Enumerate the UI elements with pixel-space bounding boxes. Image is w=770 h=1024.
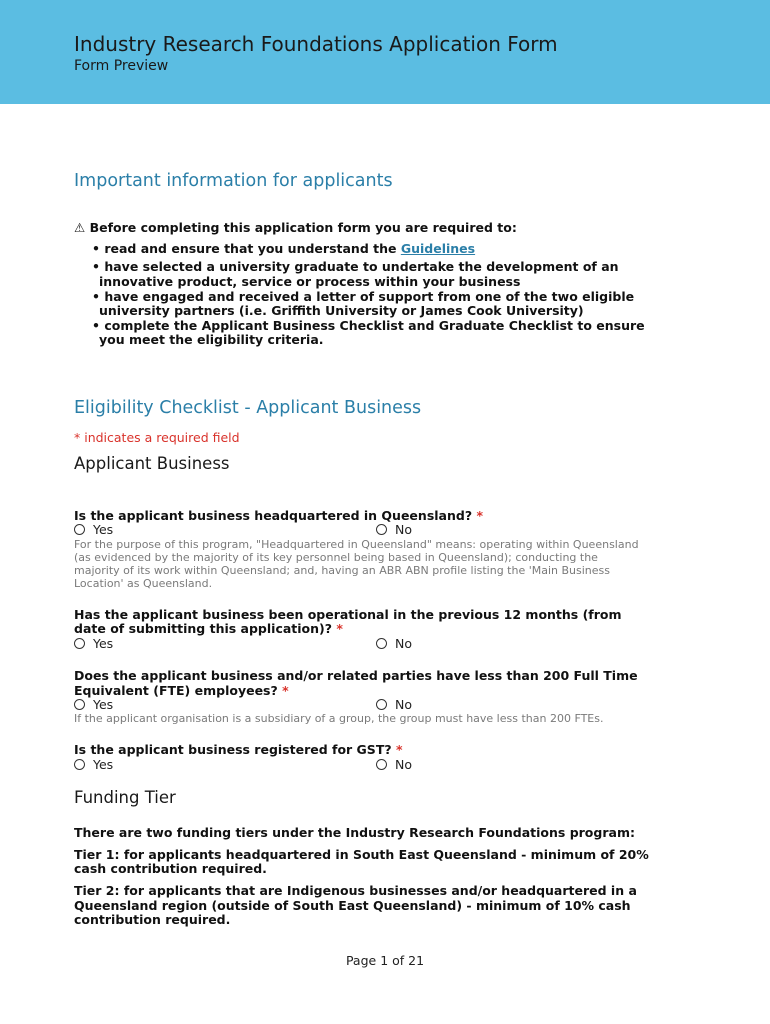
q3-yes-radio[interactable] xyxy=(74,697,113,712)
important-info-title: Important information for applicants xyxy=(74,171,393,191)
q1-help-line-3: majority of its work within Queensland; and, having an ABR ABN profile listing the 'Main Business xyxy=(74,564,611,577)
bullet-checklist-cont: you meet the eligibility criteria. xyxy=(99,332,324,347)
radio-circle[interactable] xyxy=(74,524,85,535)
tier2-line-3: contribution required. xyxy=(74,912,231,927)
page-number: Page 1 of 21 xyxy=(345,953,425,968)
warning-intro: Before completing this application form you are required to: xyxy=(89,220,517,235)
bullet-graduate-cont: innovative product, service or process within your business xyxy=(99,274,521,289)
bullet-text: read and ensure that you understand the xyxy=(104,241,401,256)
bullet-letter: • have engaged and received a letter of support from one of the two eligible xyxy=(92,289,635,304)
question-text: date of submitting this application)? xyxy=(74,621,333,636)
required-star: * xyxy=(282,683,289,698)
bullet-text: have engaged and received a letter of support from one of the two eligible xyxy=(104,289,635,304)
question-fte-cont xyxy=(74,683,289,698)
question-headquartered xyxy=(74,508,483,523)
tier2-line-1: Tier 2: for applicants that are Indigenous businesses and/or headquartered in a xyxy=(74,883,637,898)
question-text: Is the applicant business registered for GST? xyxy=(74,742,392,757)
warning-line xyxy=(74,220,517,235)
q4-yes-radio[interactable] xyxy=(74,757,113,772)
radio-circle[interactable] xyxy=(74,699,85,710)
radio-circle[interactable] xyxy=(376,699,387,710)
question-operational-cont xyxy=(74,621,343,636)
radio-circle[interactable] xyxy=(74,759,85,770)
tier1-line-1: Tier 1: for applicants headquartered in South East Queensland - minimum of 20% xyxy=(74,847,649,862)
tier2-line-2: Queensland region (outside of South East Queensland) - minimum of 10% cash xyxy=(74,898,631,913)
tier1-line-2: cash contribution required. xyxy=(74,861,267,876)
required-star: * xyxy=(476,508,483,523)
bullet-checklist: • complete the Applicant Business Checklist and Graduate Checklist to ensure xyxy=(92,318,645,333)
warning-icon: ⚠ xyxy=(74,220,86,235)
required-star: * xyxy=(336,621,343,636)
radio-circle[interactable] xyxy=(376,638,387,649)
question-text: Equivalent (FTE) employees? xyxy=(74,683,278,698)
bullet-letter-cont: university partners (i.e. Griffith University or James Cook University) xyxy=(99,303,584,318)
header-banner xyxy=(0,0,770,104)
radio-label: Yes xyxy=(93,522,114,537)
q3-no-radio[interactable] xyxy=(376,697,412,712)
q4-no-radio[interactable] xyxy=(376,757,412,772)
radio-label: No xyxy=(395,757,412,772)
radio-label: Yes xyxy=(93,636,114,651)
bullet-guidelines: • read and ensure that you understand the Guidelines xyxy=(92,241,476,256)
q1-no-radio[interactable] xyxy=(376,522,412,537)
radio-label: No xyxy=(395,522,412,537)
question-text: Is the applicant business headquartered in Queensland? xyxy=(74,508,473,523)
bullet-graduate: • have selected a university graduate to undertake the development of an xyxy=(92,259,619,274)
q2-yes-radio[interactable] xyxy=(74,636,113,651)
radio-label: No xyxy=(395,697,412,712)
question-fte: Does the applicant business and/or related parties have less than 200 Full Time xyxy=(74,668,638,683)
form-title: Industry Research Foundations Application Form xyxy=(74,32,558,56)
radio-circle[interactable] xyxy=(74,638,85,649)
radio-label: No xyxy=(395,636,412,651)
funding-tier-heading: Funding Tier xyxy=(74,788,176,807)
applicant-business-heading: Applicant Business xyxy=(74,454,230,473)
q1-help-line-1: For the purpose of this program, "Headquartered in Queensland" means: operating within Queensland xyxy=(74,538,639,551)
guidelines-link[interactable]: Guidelines xyxy=(400,241,476,256)
bullet-text: complete the Applicant Business Checklist and Graduate Checklist to ensure xyxy=(104,318,645,333)
required-star: * xyxy=(395,742,403,757)
required-field-note: * indicates a required field xyxy=(74,430,240,445)
question-operational: Has the applicant business been operational in the previous 12 months (from xyxy=(74,607,622,622)
q1-yes-radio[interactable] xyxy=(74,522,113,537)
bullet-text: have selected a university graduate to undertake the development of an xyxy=(104,259,619,274)
radio-circle[interactable] xyxy=(376,524,387,535)
q1-help-line-2: (as evidenced by the majority of its key personnel being based in Queensland); conducting the xyxy=(74,551,598,564)
q1-help-line-4: Location' as Queensland. xyxy=(74,577,213,590)
eligibility-title: Eligibility Checklist - Applicant Business xyxy=(74,398,422,418)
radio-label: Yes xyxy=(93,697,114,712)
q3-help: If the applicant organisation is a subsidiary of a group, the group must have less than 200 FTEs. xyxy=(74,712,604,725)
radio-label: Yes xyxy=(93,757,114,772)
funding-intro: There are two funding tiers under the Industry Research Foundations program: xyxy=(74,825,635,840)
form-subtitle: Form Preview xyxy=(74,58,169,74)
question-gst xyxy=(74,742,403,757)
radio-circle[interactable] xyxy=(376,759,387,770)
q2-no-radio[interactable] xyxy=(376,636,412,651)
